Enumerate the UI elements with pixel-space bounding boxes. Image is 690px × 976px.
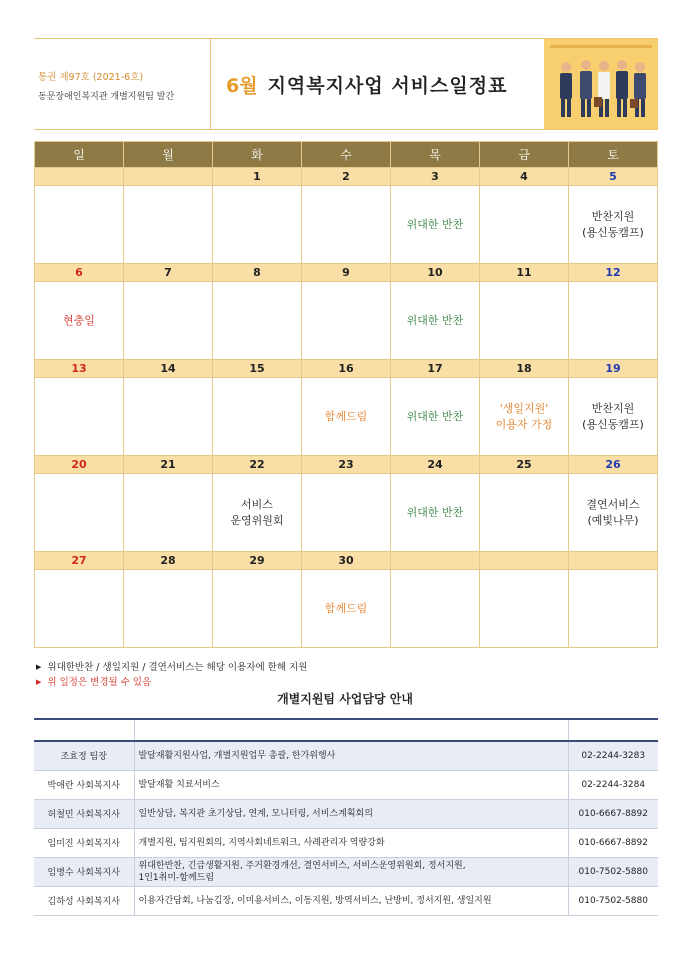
weekday-fri: 금 — [480, 142, 569, 168]
page-title — [226, 71, 507, 98]
event-cell: 위대한 반찬 — [391, 282, 480, 360]
date-cell: 16 — [302, 360, 391, 378]
weekday-header-row — [35, 142, 658, 168]
date-row — [35, 264, 658, 282]
date-cell: 28 — [124, 552, 213, 570]
date-cell: 4 — [480, 168, 569, 186]
event-row — [35, 186, 658, 264]
staff-name: 허철민 사회복지사 — [34, 799, 134, 828]
newsletter-header — [34, 38, 658, 130]
date-cell — [391, 552, 480, 570]
weekday-sat: 토 — [569, 142, 658, 168]
date-cell: 1 — [213, 168, 302, 186]
event-cell: 서비스 운영위원회 — [213, 474, 302, 552]
event-cell: 위대한 반찬 — [391, 474, 480, 552]
date-row — [35, 456, 658, 474]
date-cell: 20 — [35, 456, 124, 474]
date-cell — [124, 168, 213, 186]
staff-name: 임병수 사회복지사 — [34, 857, 134, 886]
date-cell: 17 — [391, 360, 480, 378]
event-cell — [480, 282, 569, 360]
event-cell — [124, 474, 213, 552]
date-cell: 29 — [213, 552, 302, 570]
date-cell: 2 — [302, 168, 391, 186]
staff-duty: 이용자간담회, 나눔김장, 이미용서비스, 이동지원, 방역서비스, 난방비, 정서지원, 생일지원 — [134, 886, 568, 915]
staff-duty: 발달재활 치료서비스 — [134, 770, 568, 799]
staff-name: 임미진 사회복지사 — [34, 828, 134, 857]
event-cell — [480, 474, 569, 552]
date-cell: 13 — [35, 360, 124, 378]
title-month: 6월 — [226, 75, 258, 97]
staff-duty: 위대한반찬, 긴급생활지원, 주거환경개선, 결연서비스, 서비스운영위원회, 정서지원, 1인1취미-함께드림 — [134, 857, 568, 886]
date-cell: 9 — [302, 264, 391, 282]
event-cell — [213, 570, 302, 648]
weekday-tue: 화 — [213, 142, 302, 168]
date-cell: 18 — [480, 360, 569, 378]
event-cell — [35, 378, 124, 456]
event-cell: '생일지원' 이용자 가정 — [480, 378, 569, 456]
date-cell: 21 — [124, 456, 213, 474]
event-cell — [569, 570, 658, 648]
date-cell: 6 — [35, 264, 124, 282]
date-cell: 30 — [302, 552, 391, 570]
date-cell: 15 — [213, 360, 302, 378]
monthly-calendar — [34, 141, 658, 648]
publisher: 동문장애인복지관 개별지원팀 발간 — [38, 92, 175, 102]
date-cell: 10 — [391, 264, 480, 282]
event-row — [35, 570, 658, 648]
staff-phone: 02-2244-3284 — [568, 770, 658, 799]
event-cell: 위대한 반찬 — [391, 186, 480, 264]
event-cell: 반찬지원 (용신동캠프) — [569, 186, 658, 264]
date-cell — [480, 552, 569, 570]
staff-phone: 010-6667-8892 — [568, 828, 658, 857]
staff-phone: 02-2244-3283 — [568, 741, 658, 770]
event-cell — [124, 282, 213, 360]
event-cell: 함께드림 — [302, 378, 391, 456]
event-cell — [213, 378, 302, 456]
event-cell — [302, 186, 391, 264]
date-cell: 24 — [391, 456, 480, 474]
event-cell — [35, 186, 124, 264]
date-row — [35, 360, 658, 378]
weekday-wed: 수 — [302, 142, 391, 168]
event-cell: 현충일 — [35, 282, 124, 360]
event-cell — [124, 570, 213, 648]
table-row — [34, 828, 658, 857]
date-cell — [35, 168, 124, 186]
issue-box — [34, 39, 211, 129]
event-cell — [302, 474, 391, 552]
event-cell — [35, 474, 124, 552]
staff-duty: 일반상담, 복지관 초기상담, 연계, 모니터링, 서비스계획회의 — [134, 799, 568, 828]
staff-name: 박애란 사회복지사 — [34, 770, 134, 799]
date-cell: 23 — [302, 456, 391, 474]
table-row — [34, 857, 658, 886]
date-cell: 26 — [569, 456, 658, 474]
table-row — [34, 770, 658, 799]
staff-phone: 010-7502-5880 — [568, 886, 658, 915]
event-cell — [391, 570, 480, 648]
table-row — [34, 741, 658, 770]
event-cell — [569, 282, 658, 360]
staff-duty: 개별지원, 팀지원회의, 지역사회네트워크, 사례관리자 역량강화 — [134, 828, 568, 857]
weekday-mon: 월 — [124, 142, 213, 168]
event-cell: 함께드림 — [302, 570, 391, 648]
staff-name: 조효정 팀장 — [34, 741, 134, 770]
note-change — [36, 675, 307, 690]
staff-table — [34, 718, 658, 916]
staff-section-title: 개별지원팀 사업담당 안내 — [277, 692, 413, 706]
date-cell: 8 — [213, 264, 302, 282]
table-row — [34, 886, 658, 915]
event-cell: 결연서비스 (예빛나무) — [569, 474, 658, 552]
note-support — [36, 660, 307, 675]
business-people-illustration — [544, 39, 658, 129]
event-row — [35, 282, 658, 360]
event-cell — [35, 570, 124, 648]
date-cell: 27 — [35, 552, 124, 570]
event-cell — [480, 570, 569, 648]
event-row — [35, 378, 658, 456]
event-cell — [302, 282, 391, 360]
date-cell: 22 — [213, 456, 302, 474]
date-cell — [569, 552, 658, 570]
business-people-icon — [544, 39, 658, 129]
note-change-text: 위 일정은 변경될 수 있음 — [47, 677, 152, 688]
table-row — [34, 799, 658, 828]
staff-phone: 010-6667-8892 — [568, 799, 658, 828]
staff-phone: 010-7502-5880 — [568, 857, 658, 886]
triangle-bullet-icon: ▶ — [36, 678, 42, 686]
staff-name: 김하성 사회복지사 — [34, 886, 134, 915]
staff-header-row — [34, 719, 658, 741]
event-cell: 위대한 반찬 — [391, 378, 480, 456]
date-row — [35, 552, 658, 570]
event-cell — [124, 378, 213, 456]
date-cell: 25 — [480, 456, 569, 474]
event-cell: 반찬지원 (용신동캠프) — [569, 378, 658, 456]
weekday-sun: 일 — [35, 142, 124, 168]
note-support-text: 위대한반찬 / 생일지원 / 결연서비스는 해당 이용자에 한해 지원 — [47, 662, 308, 673]
date-cell: 3 — [391, 168, 480, 186]
event-row — [35, 474, 658, 552]
date-cell: 14 — [124, 360, 213, 378]
date-row — [35, 168, 658, 186]
date-cell: 12 — [569, 264, 658, 282]
date-cell: 5 — [569, 168, 658, 186]
staff-duty: 발달재활지원사업, 개별지원업무 총괄, 한가위행사 — [134, 741, 568, 770]
date-cell: 11 — [480, 264, 569, 282]
date-cell: 7 — [124, 264, 213, 282]
event-cell — [480, 186, 569, 264]
notes — [36, 660, 307, 690]
event-cell — [213, 186, 302, 264]
triangle-bullet-icon: ▶ — [36, 663, 42, 671]
event-cell — [213, 282, 302, 360]
title-main: 지역복지사업 서비스일정표 — [267, 75, 508, 97]
event-cell — [124, 186, 213, 264]
weekday-thu: 목 — [391, 142, 480, 168]
date-cell: 19 — [569, 360, 658, 378]
issue-number: 통권 제97호 (2021-6호) — [38, 72, 144, 83]
